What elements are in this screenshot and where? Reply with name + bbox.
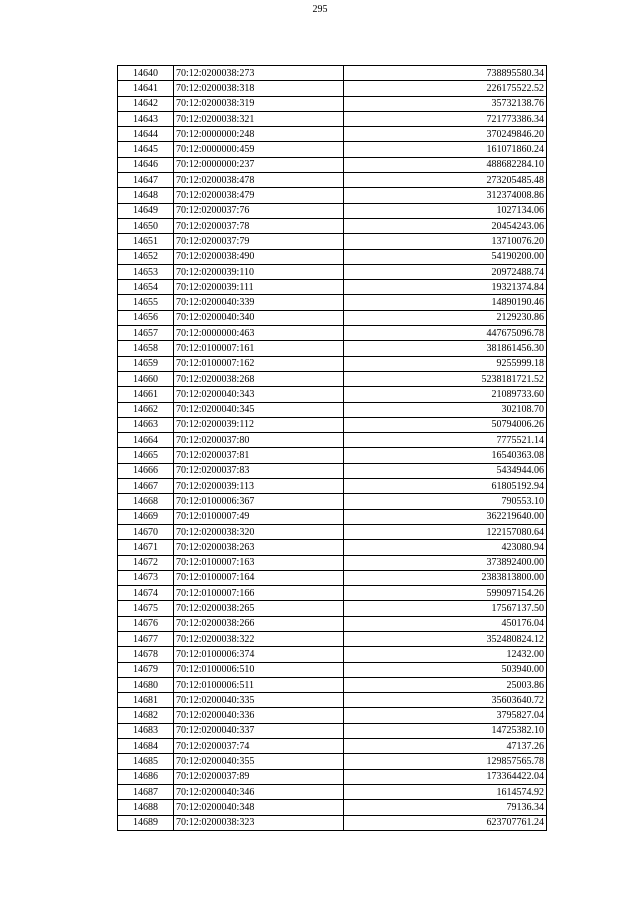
table-row (118, 326, 547, 341)
cadastral-number-cell: 70:12:0200038:322 (174, 631, 344, 646)
cadastral-value-cell: 54190200.00 (344, 249, 547, 264)
cadastral-number-cell: 70:12:0200038:490 (174, 249, 344, 264)
cadastral-number-cell: 70:12:0100007:166 (174, 586, 344, 601)
row-number-cell: 14665 (118, 448, 174, 463)
table-row (118, 218, 547, 233)
cadastral-value-cell: 16540363.08 (344, 448, 547, 463)
cadastral-value-cell: 173364422.04 (344, 769, 547, 784)
row-number-cell: 14666 (118, 463, 174, 478)
cadastral-value-cell: 47137.26 (344, 739, 547, 754)
cadastral-number-cell: 70:12:0200038:273 (174, 66, 344, 81)
cadastral-value-cell: 738895580.34 (344, 66, 547, 81)
cadastral-number-cell: 70:12:0200040:355 (174, 754, 344, 769)
row-number-cell: 14686 (118, 769, 174, 784)
table-row (118, 264, 547, 279)
table-row (118, 249, 547, 264)
table-row (118, 463, 547, 478)
row-number-cell: 14676 (118, 616, 174, 631)
cadastral-number-cell: 70:12:0200039:113 (174, 479, 344, 494)
cadastral-value-table (117, 65, 547, 831)
cadastral-number-cell: 70:12:0200037:81 (174, 448, 344, 463)
table-row (118, 754, 547, 769)
cadastral-value-cell: 129857565.78 (344, 754, 547, 769)
table-row (118, 723, 547, 738)
table-row (118, 540, 547, 555)
table-row (118, 188, 547, 203)
row-number-cell: 14681 (118, 693, 174, 708)
row-number-cell: 14654 (118, 280, 174, 295)
row-number-cell: 14652 (118, 249, 174, 264)
table-row (118, 371, 547, 386)
cadastral-number-cell: 70:12:0200039:112 (174, 417, 344, 432)
cadastral-value-cell: 362219640.00 (344, 509, 547, 524)
table-row (118, 693, 547, 708)
cadastral-number-cell: 70:12:0200040:345 (174, 402, 344, 417)
cadastral-number-cell: 70:12:0100007:163 (174, 555, 344, 570)
cadastral-value-cell: 19321374.84 (344, 280, 547, 295)
row-number-cell: 14687 (118, 784, 174, 799)
cadastral-value-cell: 5434944.06 (344, 463, 547, 478)
row-number-cell: 14679 (118, 662, 174, 677)
table-row (118, 280, 547, 295)
cadastral-value-cell: 2129230.86 (344, 310, 547, 325)
row-number-cell: 14650 (118, 218, 174, 233)
row-number-cell: 14680 (118, 677, 174, 692)
row-number-cell: 14672 (118, 555, 174, 570)
table-row (118, 142, 547, 157)
cadastral-number-cell: 70:12:0100006:511 (174, 677, 344, 692)
row-number-cell: 14649 (118, 203, 174, 218)
row-number-cell: 14659 (118, 356, 174, 371)
cadastral-value-cell: 370249846.20 (344, 127, 547, 142)
row-number-cell: 14651 (118, 234, 174, 249)
cadastral-number-cell: 70:12:0200040:343 (174, 387, 344, 402)
cadastral-value-cell: 5238181721.52 (344, 371, 547, 386)
cadastral-value-cell: 447675096.78 (344, 326, 547, 341)
table-row (118, 417, 547, 432)
cadastral-number-cell: 70:12:0200038:478 (174, 173, 344, 188)
row-number-cell: 14688 (118, 800, 174, 815)
cadastral-number-cell: 70:12:0200038:266 (174, 616, 344, 631)
row-number-cell: 14664 (118, 433, 174, 448)
row-number-cell: 14674 (118, 586, 174, 601)
table-row (118, 677, 547, 692)
cadastral-number-cell: 70:12:0200039:111 (174, 280, 344, 295)
cadastral-value-cell: 122157080.64 (344, 524, 547, 539)
cadastral-value-cell: 50794006.26 (344, 417, 547, 432)
cadastral-value-cell: 9255999.18 (344, 356, 547, 371)
table-row (118, 157, 547, 172)
row-number-cell: 14656 (118, 310, 174, 325)
row-number-cell: 14647 (118, 173, 174, 188)
row-number-cell: 14655 (118, 295, 174, 310)
table-row (118, 96, 547, 111)
cadastral-number-cell: 70:12:0200037:79 (174, 234, 344, 249)
cadastral-number-cell: 70:12:0100007:49 (174, 509, 344, 524)
cadastral-value-cell: 161071860.24 (344, 142, 547, 157)
table-row (118, 479, 547, 494)
table-row (118, 310, 547, 325)
row-number-cell: 14658 (118, 341, 174, 356)
cadastral-number-cell: 70:12:0200040:335 (174, 693, 344, 708)
row-number-cell: 14669 (118, 509, 174, 524)
cadastral-value-cell: 312374008.86 (344, 188, 547, 203)
cadastral-value-cell: 25003.86 (344, 677, 547, 692)
row-number-cell: 14653 (118, 264, 174, 279)
cadastral-value-cell: 2383813800.00 (344, 570, 547, 585)
row-number-cell: 14640 (118, 66, 174, 81)
table-row (118, 341, 547, 356)
table-row (118, 524, 547, 539)
row-number-cell: 14667 (118, 479, 174, 494)
row-number-cell: 14641 (118, 81, 174, 96)
table-row (118, 387, 547, 402)
cadastral-number-cell: 70:12:0200037:89 (174, 769, 344, 784)
cadastral-number-cell: 70:12:0100007:162 (174, 356, 344, 371)
cadastral-number-cell: 70:12:0100006:367 (174, 494, 344, 509)
cadastral-value-cell: 1027134.06 (344, 203, 547, 218)
table-row (118, 111, 547, 126)
table-row (118, 739, 547, 754)
cadastral-number-cell: 70:12:0200040:346 (174, 784, 344, 799)
cadastral-value-cell: 21089733.60 (344, 387, 547, 402)
table-row (118, 448, 547, 463)
table-row (118, 815, 547, 830)
row-number-cell: 14684 (118, 739, 174, 754)
cadastral-number-cell: 70:12:0200038:268 (174, 371, 344, 386)
cadastral-value-cell: 790553.10 (344, 494, 547, 509)
row-number-cell: 14683 (118, 723, 174, 738)
cadastral-value-cell: 721773386.34 (344, 111, 547, 126)
cadastral-value-cell: 14890190.46 (344, 295, 547, 310)
page-number: 295 (312, 4, 328, 15)
row-number-cell: 14673 (118, 570, 174, 585)
row-number-cell: 14685 (118, 754, 174, 769)
cadastral-value-cell: 423080.94 (344, 540, 547, 555)
table-row (118, 570, 547, 585)
cadastral-value-cell: 14725382.10 (344, 723, 547, 738)
row-number-cell: 14660 (118, 371, 174, 386)
row-number-cell: 14648 (118, 188, 174, 203)
cadastral-value-cell: 7775521.14 (344, 433, 547, 448)
cadastral-number-cell: 70:12:0100006:510 (174, 662, 344, 677)
cadastral-number-cell: 70:12:0100006:374 (174, 647, 344, 662)
cadastral-value-cell: 226175522.52 (344, 81, 547, 96)
cadastral-number-cell: 70:12:0000000:459 (174, 142, 344, 157)
cadastral-number-cell: 70:12:0200037:83 (174, 463, 344, 478)
cadastral-number-cell: 70:12:0200038:319 (174, 96, 344, 111)
cadastral-value-cell: 488682284.10 (344, 157, 547, 172)
cadastral-value-cell: 352480824.12 (344, 631, 547, 646)
table-row (118, 708, 547, 723)
row-number-cell: 14668 (118, 494, 174, 509)
table-row (118, 356, 547, 371)
row-number-cell: 14642 (118, 96, 174, 111)
table-row (118, 647, 547, 662)
cadastral-number-cell: 70:12:0200038:479 (174, 188, 344, 203)
cadastral-number-cell: 70:12:0200037:74 (174, 739, 344, 754)
table-row (118, 800, 547, 815)
cadastral-number-cell: 70:12:0100007:164 (174, 570, 344, 585)
cadastral-value-cell: 373892400.00 (344, 555, 547, 570)
cadastral-value-cell: 35732138.76 (344, 96, 547, 111)
row-number-cell: 14662 (118, 402, 174, 417)
cadastral-number-cell: 70:12:0100007:161 (174, 341, 344, 356)
table-row (118, 81, 547, 96)
cadastral-number-cell: 70:12:0000000:237 (174, 157, 344, 172)
cadastral-value-cell: 35603640.72 (344, 693, 547, 708)
table-row (118, 433, 547, 448)
cadastral-value-cell: 3795827.04 (344, 708, 547, 723)
table-row (118, 784, 547, 799)
cadastral-number-cell: 70:12:0200038:323 (174, 815, 344, 830)
cadastral-value-cell: 20972488.74 (344, 264, 547, 279)
cadastral-number-cell: 70:12:0200040:339 (174, 295, 344, 310)
cadastral-number-cell: 70:12:0200040:336 (174, 708, 344, 723)
row-number-cell: 14678 (118, 647, 174, 662)
table-row (118, 616, 547, 631)
cadastral-value-cell: 17567137.50 (344, 601, 547, 616)
cadastral-number-cell: 70:12:0200038:263 (174, 540, 344, 555)
cadastral-number-cell: 70:12:0200040:340 (174, 310, 344, 325)
cadastral-value-cell: 61805192.94 (344, 479, 547, 494)
cadastral-number-cell: 70:12:0200038:265 (174, 601, 344, 616)
cadastral-value-cell: 12432.00 (344, 647, 547, 662)
cadastral-value-cell: 450176.04 (344, 616, 547, 631)
cadastral-number-cell: 70:12:0200038:320 (174, 524, 344, 539)
row-number-cell: 14675 (118, 601, 174, 616)
cadastral-number-cell: 70:12:0200040:337 (174, 723, 344, 738)
table-row (118, 494, 547, 509)
table-row (118, 601, 547, 616)
table-row (118, 203, 547, 218)
table-row (118, 631, 547, 646)
cadastral-number-cell: 70:12:0000000:463 (174, 326, 344, 341)
row-number-cell: 14689 (118, 815, 174, 830)
cadastral-number-cell: 70:12:0000000:248 (174, 127, 344, 142)
table-row (118, 662, 547, 677)
row-number-cell: 14657 (118, 326, 174, 341)
table-row (118, 66, 547, 81)
row-number-cell: 14677 (118, 631, 174, 646)
cadastral-number-cell: 70:12:0200039:110 (174, 264, 344, 279)
row-number-cell: 14643 (118, 111, 174, 126)
table-row (118, 555, 547, 570)
table-row (118, 509, 547, 524)
cadastral-number-cell: 70:12:0200037:80 (174, 433, 344, 448)
cadastral-number-cell: 70:12:0200037:78 (174, 218, 344, 233)
cadastral-value-cell: 381861456.30 (344, 341, 547, 356)
row-number-cell: 14661 (118, 387, 174, 402)
row-number-cell: 14645 (118, 142, 174, 157)
row-number-cell: 14670 (118, 524, 174, 539)
table-row (118, 173, 547, 188)
row-number-cell: 14671 (118, 540, 174, 555)
cadastral-value-cell: 79136.34 (344, 800, 547, 815)
cadastral-value-cell: 503940.00 (344, 662, 547, 677)
row-number-cell: 14663 (118, 417, 174, 432)
cadastral-number-cell: 70:12:0200038:318 (174, 81, 344, 96)
cadastral-number-cell: 70:12:0200040:348 (174, 800, 344, 815)
cadastral-number-cell: 70:12:0200038:321 (174, 111, 344, 126)
cadastral-value-cell: 599097154.26 (344, 586, 547, 601)
cadastral-value-cell: 623707761.24 (344, 815, 547, 830)
row-number-cell: 14682 (118, 708, 174, 723)
row-number-cell: 14644 (118, 127, 174, 142)
cadastral-value-cell: 20454243.06 (344, 218, 547, 233)
cadastral-number-cell: 70:12:0200037:76 (174, 203, 344, 218)
table-row (118, 234, 547, 249)
table-row (118, 295, 547, 310)
table-row (118, 769, 547, 784)
table-row (118, 402, 547, 417)
table-body (118, 66, 547, 831)
cadastral-value-cell: 302108.70 (344, 402, 547, 417)
cadastral-value-cell: 1614574.92 (344, 784, 547, 799)
row-number-cell: 14646 (118, 157, 174, 172)
cadastral-value-cell: 273205485.48 (344, 173, 547, 188)
table-row (118, 586, 547, 601)
table-row (118, 127, 547, 142)
cadastral-value-cell: 13710076.20 (344, 234, 547, 249)
